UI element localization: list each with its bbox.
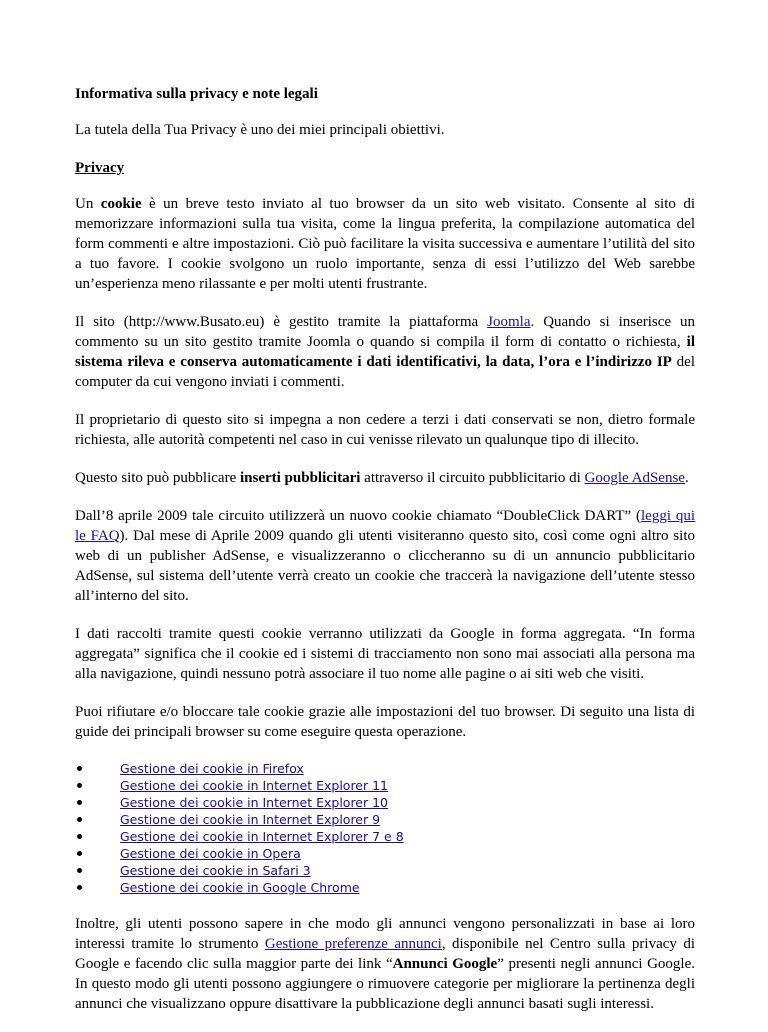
guide-link-opera[interactable]: Gestione dei cookie in Opera	[120, 846, 301, 861]
section-heading-privacy: Privacy	[75, 160, 125, 176]
bullet-icon	[77, 868, 82, 873]
owner-paragraph: Il proprietario di questo sito si impegna a non cedere a terzi i dati conservati se non, dietro formale richiesta, alle autorità competenti nel caso in cui venisse rilevato un qualunque tipo di illecito.	[75, 412, 695, 448]
bullet-icon	[77, 817, 82, 822]
text: del computer da cui vengono inviati i commenti.	[75, 354, 695, 390]
list-item	[75, 777, 695, 794]
list-item	[75, 845, 695, 862]
cookie-term: cookie	[100, 196, 142, 212]
bold-text: Annunci Google	[392, 956, 498, 972]
text: è un breve testo inviato al tuo browser da un sito web visitato. Consente al sito di memorizzare informazioni sulla tua visita, come la lingua preferita, la compilazione automatica del form commenti e altre impostazioni. Ciò può facilitare la visita successiva e aumentare l’utilità del sito a tuo favore. I cookie svolgono un ruolo importante, senza di essi l’utilizzo del Web sarebbe un’esperienza meno rilassante e per molti utenti frustrante.	[75, 196, 695, 292]
list-item	[75, 794, 695, 811]
text: Inoltre, gli utenti possono sapere in che modo gli annunci vengono personalizzati in base ai loro interessi tramite lo strumento	[75, 916, 695, 952]
list-item	[75, 828, 695, 845]
text: ” presenti negli annunci Google. In questo modo gli utenti possono aggiungere o rimuovere categorie per migliorare la pertinenza degli annunci che visualizzano oppure disattivare la pubblicazione degli annunci basati sugli interessi.	[75, 956, 695, 1012]
guide-link-ie9[interactable]: Gestione dei cookie in Internet Explorer 9	[120, 812, 381, 827]
text: ). Dal mese di Aprile 2009 quando gli utenti visiteranno questo sito, così come ogni altro sito web di un publisher AdSense, e visualizzeranno o cliccheranno su di un annuncio pubblicitario AdSense, sul sistema dell’utente verrà creato un cookie che traccerà la navigazione dell’utente stesso all’interno del sito.	[75, 528, 695, 604]
bullet-icon	[77, 834, 82, 839]
bullet-icon	[77, 851, 82, 856]
guide-link-ie10[interactable]: Gestione dei cookie in Internet Explorer 10	[120, 795, 389, 810]
joomla-link[interactable]: Joomla	[487, 314, 531, 330]
joomla-paragraph	[75, 312, 695, 392]
text: attraverso il circuito pubblicitario di	[360, 470, 585, 486]
intro-paragraph: La tutela della Tua Privacy è uno dei miei principali obiettivi.	[75, 122, 445, 138]
list-item	[75, 879, 695, 896]
block-cookie-paragraph: Puoi rifiutare e/o bloccare tale cookie grazie alle impostazioni del tuo browser. Di seguito una lista di guide dei principali browser su come eseguire questa operazione.	[75, 704, 695, 740]
list-item	[75, 862, 695, 879]
doubleclick-paragraph	[75, 506, 695, 606]
aggregate-data-paragraph: I dati raccolti tramite questi cookie verranno utilizzati da Google in forma aggregata. “In forma aggregata” significa che il cookie ed i sistemi di tracciamento non sono mai associati alla persona ma alla navigazione, quindi nessuno potrà associare il tuo nome alle pagine o ai siti web che visiti.	[75, 626, 695, 682]
bold-text: il sistema rileva e conserva automaticamente i dati identificativi, la data, l’ora e l’indirizzo IP	[75, 334, 695, 370]
ads-preferences-link[interactable]: Gestione preferenze annunci	[264, 936, 442, 952]
guide-link-chrome[interactable]: Gestione dei cookie in Google Chrome	[120, 880, 360, 895]
text: Il sito (http://www.Busato.eu) è gestito tramite la piattaforma	[75, 314, 488, 330]
bullet-icon	[77, 766, 82, 771]
ads-preferences-paragraph	[75, 914, 695, 1014]
text: , disponibile nel Centro sulla privacy di Google e facendo clic sulla maggior parte dei link “	[75, 936, 695, 972]
list-item	[75, 811, 695, 828]
adsense-paragraph	[75, 468, 695, 488]
document-page	[75, 84, 695, 1032]
page-title: Informativa sulla privacy e note legali	[75, 86, 318, 102]
text: . Quando si inserisce un commento su un sito gestito tramite Joomla o quando si compila il form di contatto o richiesta,	[75, 314, 695, 350]
text: Questo sito può pubblicare	[75, 470, 240, 486]
bullet-icon	[77, 885, 82, 890]
list-item	[75, 760, 695, 777]
browser-guides-list	[75, 760, 695, 896]
google-adsense-link[interactable]: Google AdSense	[584, 470, 685, 486]
text: Un	[75, 196, 101, 212]
bullet-icon	[77, 783, 82, 788]
guide-link-ie7-8[interactable]: Gestione dei cookie in Internet Explorer 7 e 8	[120, 829, 404, 844]
text: .	[684, 470, 689, 486]
faq-link[interactable]: leggi qui le FAQ	[75, 508, 695, 544]
bullet-icon	[77, 800, 82, 805]
guide-link-safari[interactable]: Gestione dei cookie in Safari 3	[120, 863, 311, 878]
guide-link-firefox[interactable]: Gestione dei cookie in Firefox	[120, 761, 304, 776]
text: Dall’8 aprile 2009 tale circuito utilizzerà un nuovo cookie chiamato “DoubleClick DART” (	[75, 508, 641, 524]
bold-text: inserti pubblicitari	[239, 470, 361, 486]
cookie-paragraph	[75, 194, 695, 294]
guide-link-ie11[interactable]: Gestione dei cookie in Internet Explorer 11	[120, 778, 389, 793]
